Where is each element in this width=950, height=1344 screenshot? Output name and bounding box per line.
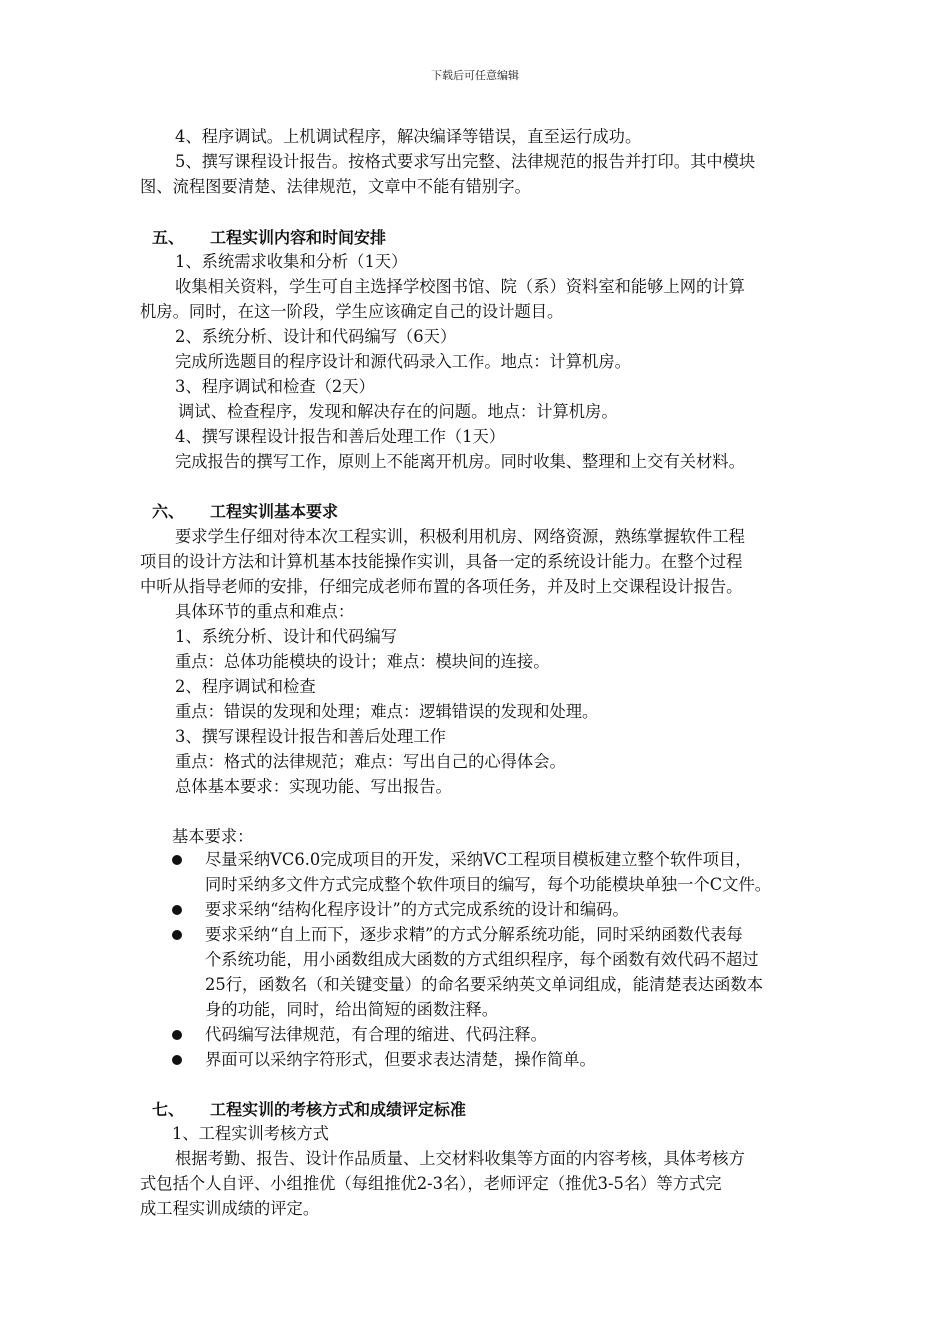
bullet-dot [172, 855, 182, 865]
intro-line: 5、撰写课程设计报告。按格式要求写出完整、法律规范的报告并打印。其中模块 [175, 152, 756, 171]
body-line: 重点：格式的法律规范；难点：写出自己的心得体会。 [175, 752, 566, 771]
bullet-text: 25行，函数名（和关键变量）的命名要采纳英文单词组成，能清楚表达函数本 [205, 975, 764, 994]
section-5-heading [152, 228, 386, 248]
page-header: 下载后可任意编辑 [431, 69, 519, 82]
section-title: 工程实训内容和时间安排 [210, 228, 387, 247]
bullet-dot [172, 905, 182, 915]
body-line: 重点：错误的发现和处理；难点：逻辑错误的发现和处理。 [175, 702, 599, 721]
intro-line: 4、程序调试。上机调试程序，解决编译等错误，直至运行成功。 [175, 127, 642, 146]
bullet-text: 要求采纳“结构化程序设计”的方式完成系统的设计和编码。 [205, 900, 629, 919]
body-line: 总体基本要求：实现功能、写出报告。 [175, 777, 452, 796]
bullet-text: 身的功能，同时，给出简短的函数注释。 [205, 1000, 499, 1019]
bullet-text: 界面可以采纳字符形式，但要求表达清楚，操作简单。 [205, 1050, 596, 1069]
section-6-heading [152, 502, 338, 522]
body-line: 重点：总体功能模块的设计；难点：模块间的连接。 [175, 652, 550, 671]
bullet-text: 同时采纳多文件方式完成整个软件项目的编写，每个功能模块单独一个C文件。 [205, 875, 772, 894]
bullet-text: 尽量采纳VC6.0完成项目的开发，采纳VC工程项目模板建立整个软件项目， [205, 850, 752, 869]
bullet-text: 代码编写法律规范，有合理的缩进、代码注释。 [205, 1025, 547, 1044]
body-line: 1、系统需求收集和分析（1天） [175, 252, 408, 271]
body-line: 机房。同时，在这一阶段，学生应该确定自己的设计题目。 [140, 302, 564, 321]
bullet-dot [172, 930, 182, 940]
body-line: 调试、检查程序，发现和解决存在的问题。地点：计算机房。 [178, 402, 618, 421]
section-7-heading [152, 1100, 466, 1120]
section-title: 工程实训基本要求 [210, 502, 339, 521]
body-line: 具体环节的重点和难点： [175, 602, 355, 621]
body-line: 式包括个人自评、小组推优（每组推优2-3名），老师评定（推优3-5名）等方式完 [140, 1174, 722, 1193]
body-line: 根据考勤、报告、设计作品质量、上交材料收集等方面的内容考核，具体考核方 [175, 1149, 745, 1168]
bullet-text: 个系统功能，用小函数组成大函数的方式组织程序，每个函数有效代码不超过 [205, 950, 759, 969]
body-line: 2、程序调试和检查 [175, 677, 316, 696]
body-line: 4、撰写课程设计报告和善后处理工作（1天） [175, 427, 506, 446]
intro-line: 图、流程图要清楚、法律规范，文章中不能有错别字。 [140, 177, 531, 196]
body-line: 中听从指导老师的安排，仔细完成老师布置的各项任务，并及时上交课程设计报告。 [140, 577, 743, 596]
basic-requirements-label: 基本要求： [172, 827, 254, 846]
body-line: 要求学生仔细对待本次工程实训，积极利用机房、网络资源，熟练掌握软件工程 [175, 527, 745, 546]
section-title: 工程实训的考核方式和成绩评定标准 [210, 1100, 467, 1119]
section-number: 五、 [152, 228, 185, 247]
body-line: 3、撰写课程设计报告和善后处理工作 [175, 727, 446, 746]
body-line: 项目的设计方法和计算机基本技能操作实训，具备一定的系统设计能力。在整个过程 [140, 552, 743, 571]
section-number: 六、 [152, 502, 185, 521]
bullet-dot [172, 1030, 182, 1040]
body-line: 1、系统分析、设计和代码编写 [175, 627, 398, 646]
body-line: 3、程序调试和检查（2天） [175, 377, 375, 396]
body-line: 2、系统分析、设计和代码编写（6天） [175, 327, 457, 346]
body-line: 收集相关资料，学生可自主选择学校图书馆、院（系）资料室和能够上网的计算 [175, 277, 745, 296]
bullet-dot [172, 1055, 182, 1065]
body-line: 完成所选题目的程序设计和源代码录入工作。地点：计算机房。 [175, 352, 631, 371]
body-line: 完成报告的撰写工作，原则上不能离开机房。同时收集、整理和上交有关材料。 [175, 452, 745, 471]
bullet-text: 要求采纳“自上而下，逐步求精”的方式分解系统功能，同时采纳函数代表每 [205, 925, 743, 944]
body-line: 1、工程实训考核方式 [172, 1124, 329, 1143]
section-number: 七、 [152, 1100, 185, 1119]
body-line: 成工程实训成绩的评定。 [140, 1199, 320, 1218]
